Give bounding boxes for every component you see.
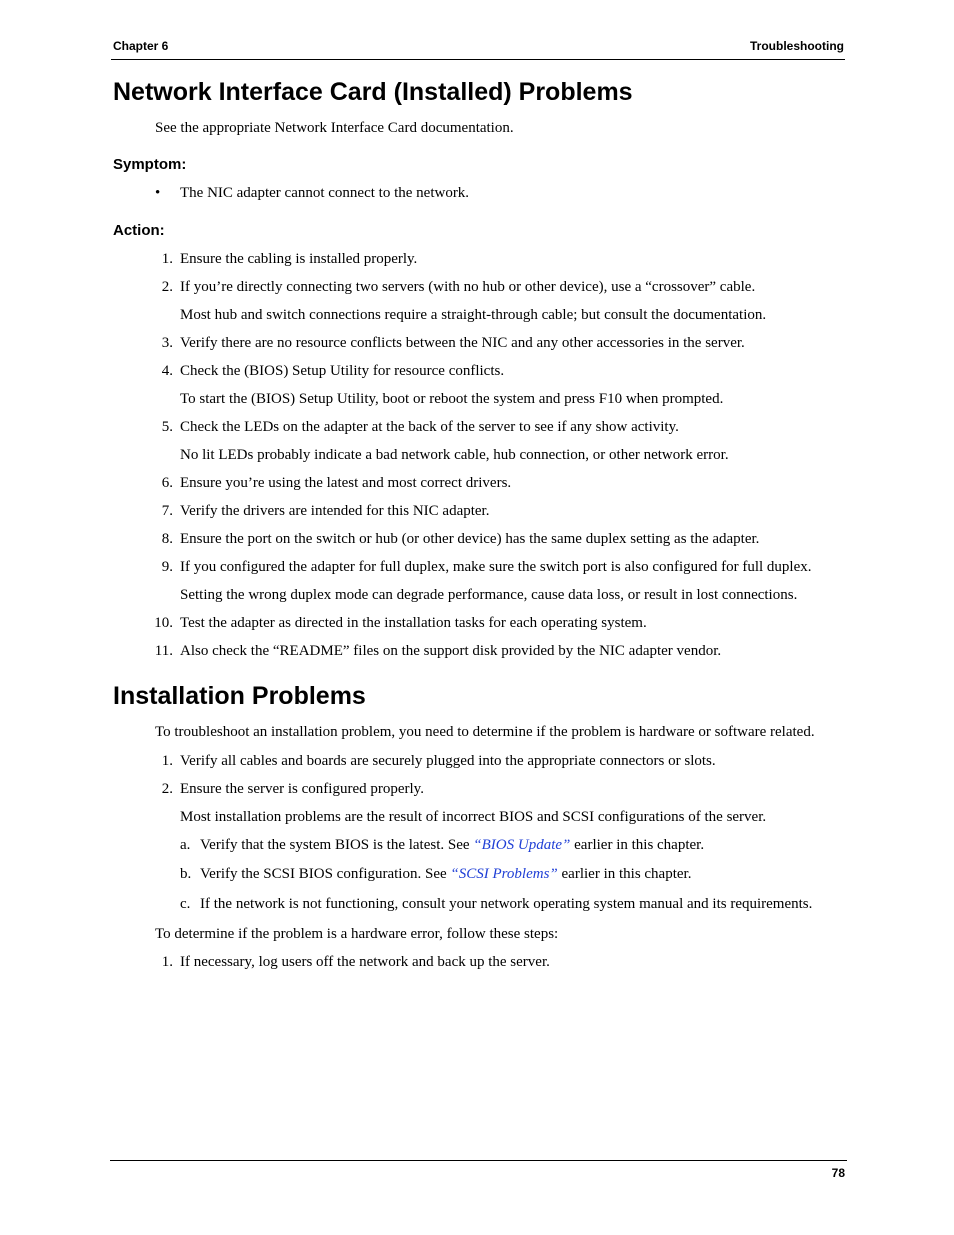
action-number: 1. [161,251,173,267]
sub-step-text: If the network is not functioning, consult your network operating system manual and its requirements. [200,896,813,912]
action-note: To start the (BIOS) Setup Utility, boot or reboot the system and press F10 when prompted. [180,391,724,407]
install-section-title: Installation Problems [113,682,366,710]
action-note: Most hub and switch connections require a straight-through cable; but consult the documentation. [180,307,767,323]
install-step-text: Ensure the server is configured properly. [180,781,424,797]
action-text: Verify there are no resource conflicts between the NIC and any other accessories in the server. [180,335,745,351]
action-heading: Action: [113,222,165,239]
action-text: Ensure the port on the switch or hub (or other device) has the same duplex setting as the adapter. [180,531,760,547]
sub-step-text: Verify that the system BIOS is the latest. See [200,837,474,853]
action-number: 7. [161,503,173,519]
action-number: 3. [161,335,173,351]
sub-step-letter: c. [180,896,191,912]
symptom-item: The NIC adapter cannot connect to the network. [180,185,470,201]
section-label: Troubleshooting [750,39,844,53]
action-number: 5. [161,419,173,435]
symptom-bullet: • [155,185,161,201]
action-number: 4. [161,363,173,379]
action-text: Check the LEDs on the adapter at the back of the server to see if any show activity. [180,419,679,435]
symptom-heading: Symptom: [113,156,187,173]
install-step-number: 2. [161,781,173,797]
action-text: Ensure you’re using the latest and most correct drivers. [180,475,512,491]
nic-intro: See the appropriate Network Interface Card documentation. [155,120,514,136]
install-step-number: 1. [161,753,173,769]
action-text: If you’re directly connecting two servers (with no hub or other device), use a “crossover” cable. [180,279,756,295]
action-number: 2. [161,279,173,295]
bios-update-link[interactable]: “BIOS Update” [473,837,571,853]
action-number: 6. [161,475,173,491]
install-intro: To troubleshoot an installation problem, you need to determine if the problem is hardware or software related. [155,724,815,740]
install-step-note: Most installation problems are the result of incorrect BIOS and SCSI configurations of the server. [180,809,767,825]
hw-intro: To determine if the problem is a hardware error, follow these steps: [155,926,559,942]
header-rule [111,59,845,60]
action-text: Ensure the cabling is installed properly. [180,251,418,267]
footer-rule [110,1160,847,1161]
action-number: 11. [154,643,173,659]
sub-step-line [200,865,691,883]
sub-step-text: earlier in this chapter. [557,866,692,882]
sub-step-text: earlier in this chapter. [570,837,705,853]
action-number: 9. [161,559,173,575]
hw-step-number: 1. [161,954,173,970]
page-number: 78 [831,1166,845,1180]
chapter-label: Chapter 6 [113,39,169,53]
scsi-problems-link[interactable]: “SCSI Problems” [450,866,558,882]
action-number: 8. [161,531,173,547]
install-step-text: Verify all cables and boards are securely plugged into the appropriate connectors or slots. [180,753,716,769]
action-text: Test the adapter as directed in the installation tasks for each operating system. [180,615,647,631]
sub-step-line [200,836,704,854]
sub-step-letter: a. [180,837,191,853]
action-text: Check the (BIOS) Setup Utility for resource conflicts. [180,363,505,379]
hw-step-text: If necessary, log users off the network and back up the server. [180,954,550,970]
nic-section-title: Network Interface Card (Installed) Problems [113,78,633,106]
action-note: No lit LEDs probably indicate a bad network cable, hub connection, or other network error. [180,447,729,463]
sub-step-letter: b. [180,866,192,882]
action-note: Setting the wrong duplex mode can degrade performance, cause data loss, or result in lost connections. [180,587,798,603]
sub-step-text: Verify the SCSI BIOS configuration. See [200,866,451,882]
action-text: If you configured the adapter for full duplex, make sure the switch port is also configured for full duplex. [180,559,812,575]
action-number: 10. [154,615,173,631]
action-text: Also check the “README” files on the support disk provided by the NIC adapter vendor. [180,643,722,659]
action-text: Verify the drivers are intended for this NIC adapter. [180,503,490,519]
